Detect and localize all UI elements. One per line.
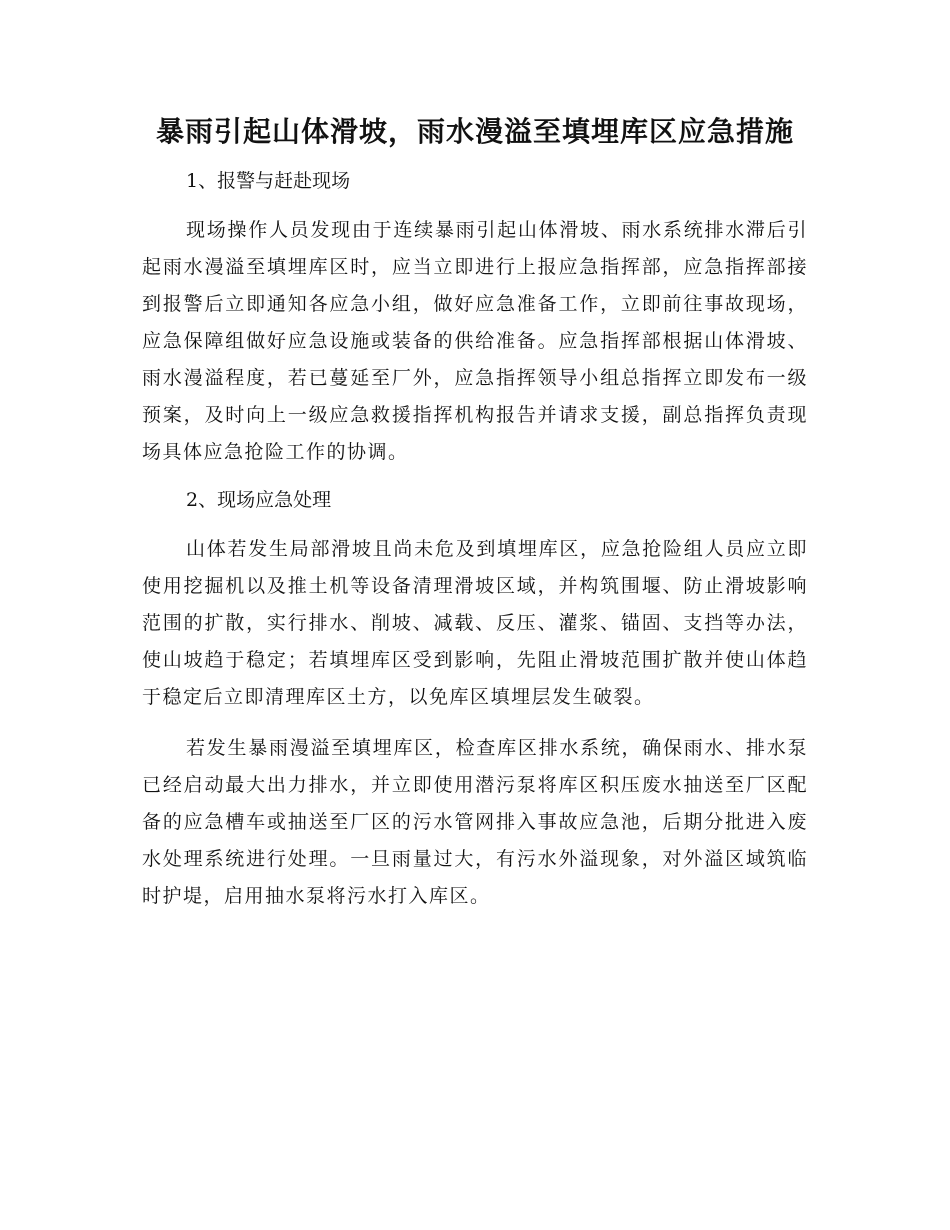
section-heading: 2、现场应急处理 [186,489,332,511]
document-title: 暴雨引起山体滑坡，雨水漫溢至填埋库区应急措施 [155,115,794,148]
section-onsite-response [142,481,808,915]
paragraph: 若发生暴雨漫溢至填埋库区，检查库区排水系统，确保雨水、排水泵已经启动最大出力排水，并立即使用潜污泵将库区积压废水抽送至厂区配备的应急槽车或抽送至厂区的污水管网排入事故应急池，后期分批进入废水处理系统进行处理。一旦雨量过大，有污水外溢现象，对外溢区域筑临时护堤，启用抽水泵将污水打入库区。 [142,737,808,907]
document-page [142,112,808,915]
section-heading: 1、报警与赶赴现场 [186,170,351,192]
section-alarm [142,162,808,471]
paragraph: 现场操作人员发现由于连续暴雨引起山体滑坡、雨水系统排水滞后引起雨水漫溢至填埋库区时，应当立即进行上报应急指挥部，应急指挥部接到报警后立即通知各应急小组，做好应急准备工作，立即前往事故现场，应急保障组做好应急设施或装备的供给准备。应急指挥部根据山体滑坡、雨水漫溢程度，若已蔓延至厂外，应急指挥领导小组总指挥立即发布一级预案，及时向上一级应急救援指挥机构报告并请求支援，副总指挥负责现场具体应急抢险工作的协调。 [142,219,808,463]
paragraph: 山体若发生局部滑坡且尚未危及到填埋库区，应急抢险组人员应立即使用挖掘机以及推土机等设备清理滑坡区域，并构筑围堰、防止滑坡影响范围的扩散，实行排水、削坡、减载、反压、灌浆、锚固、支挡等办法，使山坡趋于稳定；若填埋库区受到影响，先阻止滑坡范围扩散并使山体趋于稳定后立即清理库区土方，以免库区填埋层发生破裂。 [142,538,808,708]
